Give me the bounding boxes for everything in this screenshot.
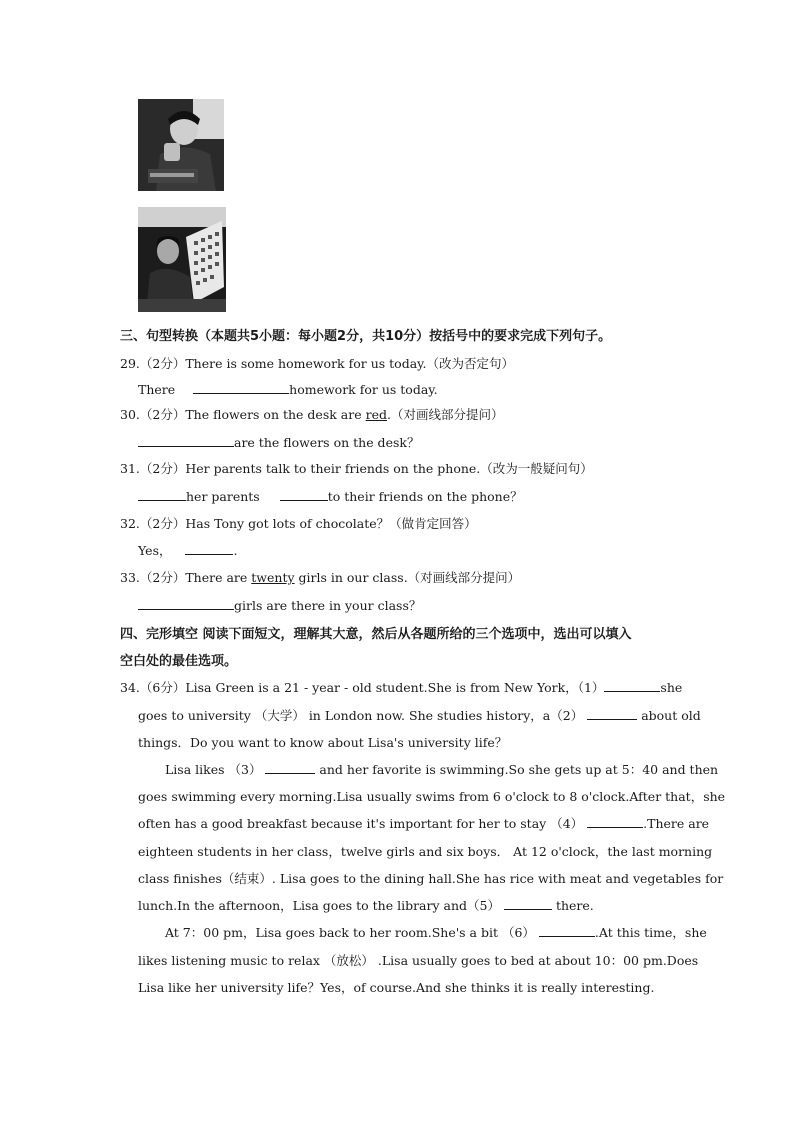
answer-suffix: are the flowers on the desk？: [234, 435, 420, 450]
question-number: 32.（2分）: [120, 516, 186, 531]
passage-line-9: [138, 896, 594, 914]
passage-text: .At this time，she: [594, 925, 707, 940]
underlined-word: twenty: [251, 570, 295, 585]
answer-33: [138, 596, 421, 614]
passage-text: At 7：00 pm，Lisa goes back to her room.She's a bit （6）: [165, 925, 535, 940]
answer-suffix: homework for us today.: [289, 382, 438, 397]
photo-woman-drinking: [138, 99, 224, 191]
passage-line-8: class finishes（结束）. Lisa goes to the dining hall.She has rice with meat and vegetables for: [138, 871, 724, 886]
answer-29: [138, 381, 438, 397]
answer-prefix: There: [138, 382, 176, 397]
passage-line-12: Lisa like her university life？Yes，of course.And she thinks it is really interesting.: [138, 980, 655, 995]
passage-line-11: likes listening music to relax （放松） .Lisa usually goes to bed at about 10：00 pm.Does: [138, 953, 699, 968]
cloze-blank-6[interactable]: [539, 924, 595, 937]
question-31: [120, 459, 593, 477]
answer-suffix: .: [233, 543, 238, 558]
passage-line-4: [165, 760, 719, 778]
passage-text: there.: [555, 898, 594, 913]
question-number: 29.（2分）: [120, 356, 186, 371]
answer-middle: her parents: [186, 489, 260, 504]
question-text: The flowers on the desk are: [185, 407, 366, 422]
question-34-line-1: [120, 678, 683, 696]
passage-line-3: things．Do you want to know about Lisa's university life？: [138, 735, 508, 750]
section-4-heading-line-2: 空白处的最佳选项。: [120, 654, 238, 669]
section-3-heading: 三、句型转换（本题共5小题：每小题2分，共10分）按括号中的要求完成下列句子。: [120, 329, 612, 344]
question-29: [120, 354, 514, 372]
question-instruction: .（对画线部分提问）: [386, 407, 504, 422]
photo-woman-reading: [138, 207, 226, 312]
passage-line-10: [165, 923, 707, 941]
question-text: Her parents talk to their friends on the phone.（改为一般疑问句）: [185, 461, 593, 476]
answer-blank-2[interactable]: [280, 488, 328, 501]
passage-line-5: goes swimming every morning.Lisa usually swims from 6 o'clock to 8 o'clock.After that，she: [138, 789, 726, 804]
passage-line-7: eighteen students in her class，twelve girls and six boys． At 12 o'clock，the last morning: [138, 844, 713, 859]
question-number: 30.（2分）: [120, 407, 186, 422]
question-number: 31.（2分）: [120, 461, 186, 476]
passage-text: Lisa likes （3）: [165, 762, 262, 777]
underlined-word: red: [365, 407, 387, 422]
cloze-blank-5[interactable]: [504, 897, 552, 910]
question-number: 34.（6分）: [120, 680, 186, 695]
answer-31: [138, 487, 523, 505]
passage-text: and her favorite is swimming.So she gets up at 5：40 and then: [319, 762, 719, 777]
answer-blank[interactable]: [138, 597, 234, 610]
question-33: [120, 568, 520, 586]
question-number: 33.（2分）: [120, 570, 186, 585]
question-text: There are: [185, 570, 252, 585]
passage-line-6: [138, 814, 710, 832]
passage-text: goes to university （大学） in London now. She studies history，a（2）: [138, 708, 584, 723]
question-instruction: girls in our class.（对画线部分提问）: [294, 570, 521, 585]
question-text: Has Tony got lots of chocolate？（做肯定回答）: [185, 516, 477, 531]
answer-prefix: Yes，: [138, 543, 172, 558]
answer-suffix: girls are there in your class？: [234, 598, 422, 613]
passage-text: lunch.In the afternoon，Lisa goes to the library and（5）: [138, 898, 500, 913]
cloze-blank-1[interactable]: [604, 679, 660, 692]
cloze-blank-3[interactable]: [265, 761, 315, 774]
answer-blank-1[interactable]: [138, 488, 186, 501]
answer-blank[interactable]: [185, 542, 233, 555]
passage-text: Lisa Green is a 21 - year - old student.She is from New York，（1）: [185, 680, 605, 695]
question-32: [120, 514, 477, 532]
passage-text: about old: [641, 708, 701, 723]
cloze-blank-4[interactable]: [587, 815, 643, 828]
passage-line-2: [138, 706, 701, 724]
question-text: There is some homework for us today.（改为否定句）: [185, 356, 515, 371]
passage-text: .There are: [643, 816, 710, 831]
answer-32: [138, 541, 237, 559]
answer-blank[interactable]: [138, 434, 234, 447]
section-4-heading-line-1: 四、完形填空 阅读下面短文，理解其大意，然后从各题所给的三个选项中，选出可以填入: [120, 627, 632, 642]
passage-text: often has a good breakfast because it's important for her to stay （4）: [138, 816, 584, 831]
cloze-blank-2[interactable]: [587, 707, 637, 720]
answer-30: [138, 433, 419, 451]
question-30: [120, 405, 503, 423]
passage-text: she: [660, 680, 683, 695]
answer-suffix: to their friends on the phone？: [327, 489, 523, 504]
answer-blank[interactable]: [193, 381, 289, 394]
